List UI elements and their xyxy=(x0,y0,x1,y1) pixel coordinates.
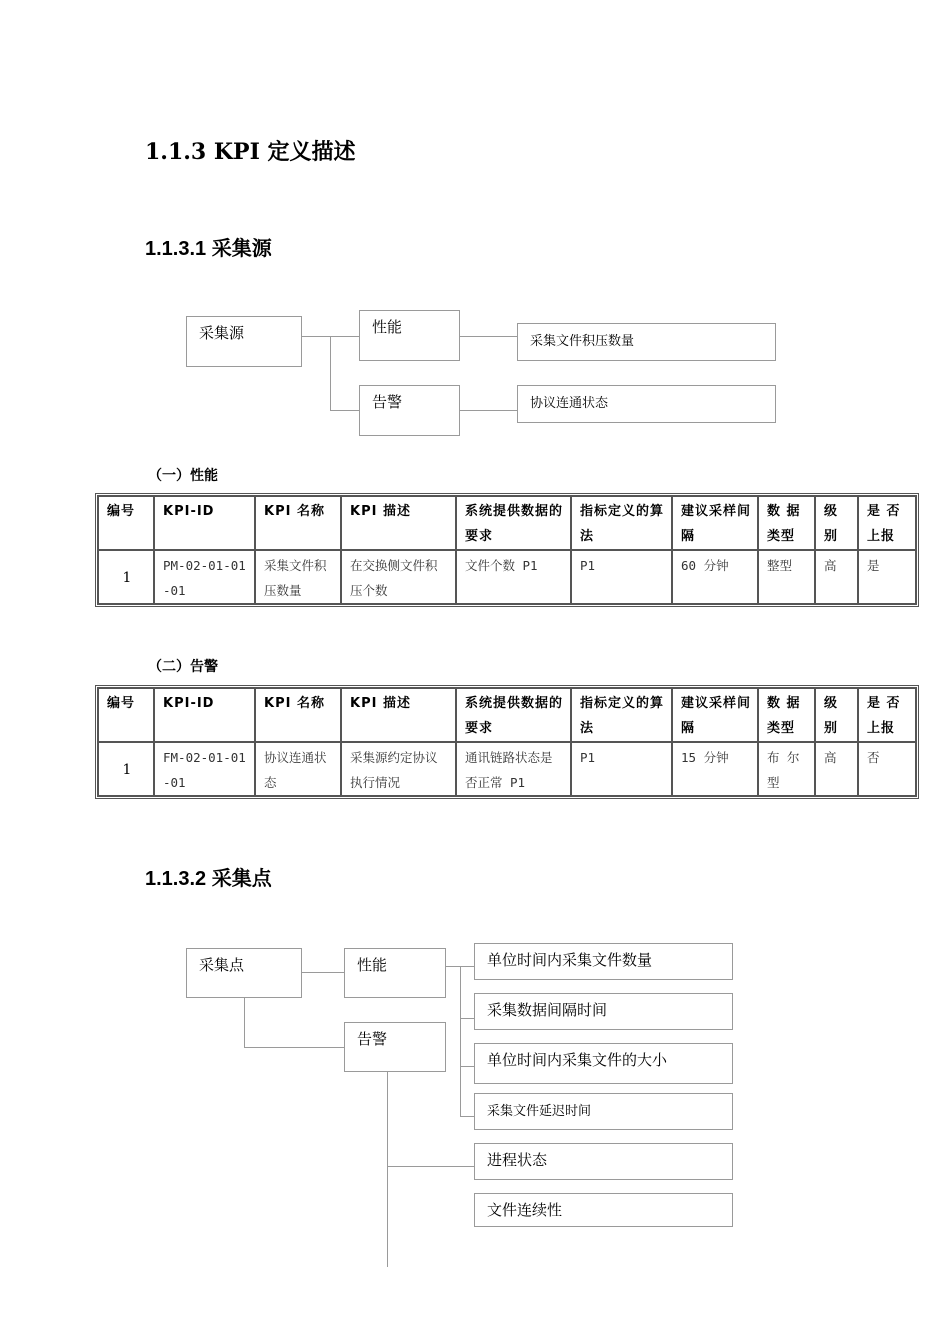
subsection-heading-collection-point: 1.1.3.2 采集点 xyxy=(145,868,272,890)
column-header: KPI 描述 xyxy=(341,496,456,550)
alarm-kpi-table xyxy=(95,685,919,799)
table-row xyxy=(98,742,916,796)
column-header: KPI 描述 xyxy=(341,688,456,742)
column-header: KPI 名称 xyxy=(255,496,341,550)
column-header: 级别 xyxy=(815,688,858,742)
table-cell: 整型 xyxy=(758,550,815,604)
table-cell: 通讯链路状态是否正常 P1 xyxy=(456,742,571,796)
node-protocol-connectivity: 协议连通状态 xyxy=(517,385,776,423)
table-cell: 否 xyxy=(858,742,916,796)
connector xyxy=(387,1166,474,1167)
table-cell: FM-02-01-01-01 xyxy=(154,742,255,796)
node-collection-source: 采集源 xyxy=(186,316,302,367)
column-header: KPI-ID xyxy=(154,688,255,742)
table-row xyxy=(98,550,916,604)
column-header: 指标定义的算法 xyxy=(571,496,672,550)
column-header: 数 据类型 xyxy=(758,496,815,550)
table-cell: 高 xyxy=(815,742,858,796)
connector xyxy=(460,1116,474,1117)
table-cell: P1 xyxy=(571,550,672,604)
column-header: 系统提供数据的要求 xyxy=(456,688,571,742)
table-cell: 高 xyxy=(815,550,858,604)
node-alarm: 告警 xyxy=(359,385,460,436)
table-cell: 布 尔型 xyxy=(758,742,815,796)
alarm-section-label: （二）告警 xyxy=(148,659,218,675)
connector xyxy=(460,1018,474,1019)
column-header: 数 据类型 xyxy=(758,688,815,742)
column-header: 建议采样间隔 xyxy=(672,688,758,742)
table-cell: 协议连通状态 xyxy=(255,742,341,796)
column-header: 建议采样间隔 xyxy=(672,496,758,550)
table-header-row xyxy=(98,688,916,742)
node-collection-point: 采集点 xyxy=(186,948,302,998)
connector xyxy=(460,966,461,1117)
node-file-size-per-unit-time: 单位时间内采集文件的大小 xyxy=(474,1043,733,1084)
section-heading-kpi-definition: 1.1.3 KPI 定义描述 xyxy=(145,139,356,165)
connector xyxy=(387,1072,388,1267)
node-performance: 性能 xyxy=(359,310,460,361)
connector xyxy=(244,1047,344,1048)
column-header: 系统提供数据的要求 xyxy=(456,496,571,550)
column-header: 级别 xyxy=(815,496,858,550)
connector xyxy=(460,336,517,337)
table-cell: 60 分钟 xyxy=(672,550,758,604)
connector xyxy=(460,1066,474,1067)
column-header: 指标定义的算法 xyxy=(571,688,672,742)
column-header: KPI 名称 xyxy=(255,688,341,742)
connector xyxy=(330,336,331,410)
connector xyxy=(244,998,245,1047)
table-header-row xyxy=(98,496,916,550)
node-files-per-unit-time: 单位时间内采集文件数量 xyxy=(474,943,733,980)
node-file-delay-time: 采集文件延迟时间 xyxy=(474,1093,733,1130)
table-cell: PM-02-01-01-01 xyxy=(154,550,255,604)
table-cell: 15 分钟 xyxy=(672,742,758,796)
node-file-continuity: 文件连续性 xyxy=(474,1193,733,1227)
table-cell: 在交换侧文件积压个数 xyxy=(341,550,456,604)
table-cell: 1 xyxy=(98,742,154,796)
connector xyxy=(330,410,359,411)
column-header: 是 否上报 xyxy=(858,496,916,550)
table-cell: 采集源约定协议执行情况 xyxy=(341,742,456,796)
node-alarm: 告警 xyxy=(344,1022,446,1072)
column-header: 是 否上报 xyxy=(858,688,916,742)
connector xyxy=(460,410,517,411)
table-cell: 文件个数 P1 xyxy=(456,550,571,604)
performance-kpi-table xyxy=(95,493,919,607)
column-header: 编号 xyxy=(98,688,154,742)
table-cell: 1 xyxy=(98,550,154,604)
node-collection-interval: 采集数据间隔时间 xyxy=(474,993,733,1030)
subsection-heading-collection-source: 1.1.3.1 采集源 xyxy=(145,238,272,260)
table-cell: 采集文件积压数量 xyxy=(255,550,341,604)
table-cell: P1 xyxy=(571,742,672,796)
node-process-status: 进程状态 xyxy=(474,1143,733,1180)
table-cell: 是 xyxy=(858,550,916,604)
node-file-backlog-count: 采集文件积压数量 xyxy=(517,323,776,361)
performance-section-label: （一）性能 xyxy=(148,468,218,484)
node-performance: 性能 xyxy=(344,948,446,998)
column-header: 编号 xyxy=(98,496,154,550)
connector xyxy=(302,972,344,973)
column-header: KPI-ID xyxy=(154,496,255,550)
